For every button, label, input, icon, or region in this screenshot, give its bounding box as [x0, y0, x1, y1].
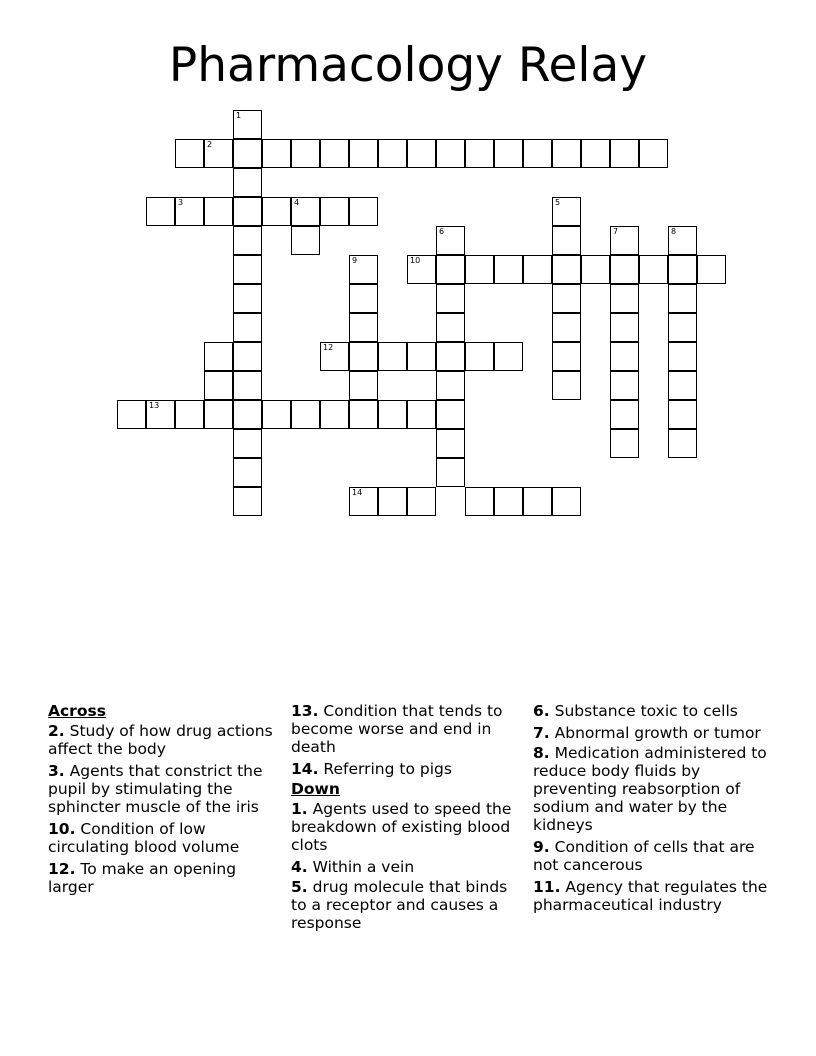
clue-number: 1. — [291, 800, 308, 818]
cell-number: 5 — [555, 198, 561, 207]
clue-text: Within a vein — [312, 858, 415, 876]
cell-number: 12 — [323, 343, 334, 352]
cell-number: 9 — [352, 256, 358, 265]
grid-cell[interactable] — [407, 400, 436, 429]
clue-text: Agents used to speed the breakdown of existing blood clots — [291, 800, 512, 854]
grid-cell[interactable] — [204, 197, 233, 226]
grid-cell[interactable] — [494, 342, 523, 371]
clue-number: 4. — [291, 858, 308, 876]
cell-number: 7 — [613, 227, 619, 236]
grid-cell[interactable] — [349, 342, 378, 371]
clue-text: Agency that regulates the pharmaceutical industry — [533, 878, 768, 914]
grid-cell[interactable] — [436, 342, 465, 371]
clue-number: 2. — [48, 722, 65, 740]
clue-number: 13. — [291, 702, 319, 720]
grid-cell[interactable] — [552, 371, 581, 400]
grid-cell[interactable] — [610, 226, 639, 255]
clue-column-1 — [48, 702, 283, 900]
cell-number: 4 — [294, 198, 300, 207]
clue-number: 9. — [533, 838, 550, 856]
cell-number: 8 — [671, 227, 677, 236]
grid-cell[interactable] — [233, 342, 262, 371]
grid-cell[interactable] — [204, 342, 233, 371]
cell-number: 1 — [236, 111, 242, 120]
clue-down-11 — [533, 878, 773, 914]
clue-text: Abnormal growth or tumor — [554, 724, 761, 742]
crossword-grid — [0, 0, 816, 500]
clue-text: Condition of cells that are not cancerous — [533, 838, 755, 874]
grid-cell[interactable] — [349, 284, 378, 313]
grid-cell[interactable] — [610, 342, 639, 371]
clue-across-3 — [48, 762, 283, 816]
grid-cell[interactable] — [668, 342, 697, 371]
grid-cell[interactable] — [581, 255, 610, 284]
grid-cell[interactable] — [639, 255, 668, 284]
clue-text: Substance toxic to cells — [554, 702, 738, 720]
grid-cell[interactable] — [523, 139, 552, 168]
grid-cell[interactable] — [233, 313, 262, 342]
grid-cell[interactable] — [668, 400, 697, 429]
clue-text: To make an opening larger — [48, 860, 237, 896]
grid-cell[interactable] — [349, 255, 378, 284]
grid-cell[interactable] — [262, 400, 291, 429]
grid-cell[interactable] — [349, 313, 378, 342]
clue-across-10 — [48, 820, 283, 856]
grid-cell[interactable] — [233, 197, 262, 226]
clue-text: Agents that constrict the pupil by stimulating the sphincter muscle of the iris — [48, 762, 263, 816]
grid-cell[interactable] — [552, 197, 581, 226]
grid-cell[interactable] — [233, 110, 262, 139]
grid-cell[interactable] — [465, 487, 494, 516]
grid-cell[interactable] — [262, 197, 291, 226]
grid-cell[interactable] — [436, 400, 465, 429]
clue-down-5 — [291, 878, 523, 932]
grid-cell[interactable] — [378, 342, 407, 371]
grid-cell[interactable] — [610, 400, 639, 429]
grid-cell[interactable] — [349, 371, 378, 400]
grid-cell[interactable] — [349, 139, 378, 168]
clue-text: Medication administered to reduce body fluids by preventing reabsorption of sodium and water by the kidneys — [533, 744, 767, 834]
grid-cell[interactable] — [610, 313, 639, 342]
grid-cell[interactable] — [668, 313, 697, 342]
grid-cell[interactable] — [291, 139, 320, 168]
grid-cell[interactable] — [407, 255, 436, 284]
grid-cell[interactable] — [233, 458, 262, 487]
grid-cell[interactable] — [436, 284, 465, 313]
clue-column-3 — [533, 702, 773, 918]
grid-cell[interactable] — [668, 226, 697, 255]
grid-cell[interactable] — [552, 139, 581, 168]
grid-cell[interactable] — [233, 168, 262, 197]
grid-cell[interactable] — [291, 197, 320, 226]
grid-cell[interactable] — [465, 255, 494, 284]
grid-cell[interactable] — [233, 226, 262, 255]
clue-down-8 — [533, 744, 773, 834]
cell-number: 6 — [439, 227, 445, 236]
grid-cell[interactable] — [523, 255, 552, 284]
grid-cell[interactable] — [146, 197, 175, 226]
cell-number: 13 — [149, 401, 160, 410]
grid-cell[interactable] — [639, 139, 668, 168]
across-heading: Across — [48, 702, 106, 720]
grid-cell[interactable] — [668, 371, 697, 400]
clue-number: 14. — [291, 760, 319, 778]
grid-cell[interactable] — [494, 487, 523, 516]
clue-number: 8. — [533, 744, 550, 762]
grid-cell[interactable] — [436, 458, 465, 487]
clue-down-6 — [533, 702, 773, 720]
clue-text: drug molecule that binds to a receptor and causes a response — [291, 878, 508, 932]
clue-across-14 — [291, 760, 523, 778]
grid-cell[interactable] — [291, 400, 320, 429]
grid-cell[interactable] — [175, 400, 204, 429]
clue-across-2 — [48, 722, 283, 758]
grid-cell[interactable] — [610, 429, 639, 458]
grid-cell[interactable] — [436, 226, 465, 255]
grid-cell[interactable] — [581, 139, 610, 168]
clue-number: 11. — [533, 878, 561, 896]
cell-number: 2 — [207, 140, 213, 149]
grid-cell[interactable] — [407, 487, 436, 516]
grid-cell[interactable] — [349, 197, 378, 226]
grid-cell[interactable] — [436, 313, 465, 342]
grid-cell[interactable] — [233, 255, 262, 284]
grid-cell[interactable] — [436, 371, 465, 400]
clue-text: Condition that tends to become worse and end in death — [291, 702, 503, 756]
grid-cell[interactable] — [436, 429, 465, 458]
grid-cell[interactable] — [610, 284, 639, 313]
grid-cell[interactable] — [494, 139, 523, 168]
clue-down-9 — [533, 838, 773, 874]
grid-cell[interactable] — [668, 284, 697, 313]
clue-down-4 — [291, 858, 523, 876]
grid-cell[interactable] — [204, 371, 233, 400]
grid-cell[interactable] — [204, 400, 233, 429]
clue-down-7 — [533, 724, 773, 742]
grid-cell[interactable] — [233, 371, 262, 400]
clue-text: Study of how drug actions affect the body — [48, 722, 273, 758]
clue-number: 12. — [48, 860, 76, 878]
grid-cell[interactable] — [552, 313, 581, 342]
grid-cell[interactable] — [233, 139, 262, 168]
grid-cell[interactable] — [668, 429, 697, 458]
grid-cell[interactable] — [436, 255, 465, 284]
grid-cell[interactable] — [175, 197, 204, 226]
grid-cell[interactable] — [552, 226, 581, 255]
clue-number: 3. — [48, 762, 65, 780]
clue-across-13 — [291, 702, 523, 756]
clue-down-1 — [291, 800, 523, 854]
grid-cell[interactable] — [320, 342, 349, 371]
grid-cell[interactable] — [465, 139, 494, 168]
grid-cell[interactable] — [378, 400, 407, 429]
grid-cell[interactable] — [552, 487, 581, 516]
grid-cell[interactable] — [465, 342, 494, 371]
clue-number: 6. — [533, 702, 550, 720]
grid-cell[interactable] — [494, 255, 523, 284]
grid-cell[interactable] — [233, 429, 262, 458]
grid-cell[interactable] — [175, 139, 204, 168]
grid-cell[interactable] — [320, 197, 349, 226]
page-title: Pharmacology Relay — [168, 38, 648, 93]
grid-cell[interactable] — [552, 342, 581, 371]
clue-number: 7. — [533, 724, 550, 742]
grid-cell[interactable] — [262, 139, 291, 168]
grid-cell[interactable] — [407, 139, 436, 168]
clue-across-12 — [48, 860, 283, 896]
grid-cell[interactable] — [378, 139, 407, 168]
clue-number: 10. — [48, 820, 76, 838]
grid-cell[interactable] — [117, 400, 146, 429]
grid-cell[interactable] — [407, 342, 436, 371]
grid-cell[interactable] — [349, 400, 378, 429]
grid-cell[interactable] — [523, 487, 552, 516]
grid-cell[interactable] — [291, 226, 320, 255]
grid-cell[interactable] — [552, 255, 581, 284]
grid-cell[interactable] — [204, 139, 233, 168]
clue-text: Condition of low circulating blood volume — [48, 820, 240, 856]
clue-column-2 — [291, 702, 523, 936]
grid-cell[interactable] — [668, 255, 697, 284]
clue-text: Referring to pigs — [323, 760, 452, 778]
grid-cell[interactable] — [610, 255, 639, 284]
grid-cell[interactable] — [146, 400, 175, 429]
grid-cell[interactable] — [233, 400, 262, 429]
grid-cell[interactable] — [610, 371, 639, 400]
grid-cell[interactable] — [552, 284, 581, 313]
grid-cell[interactable] — [436, 139, 465, 168]
grid-cell[interactable] — [233, 284, 262, 313]
cell-number: 10 — [410, 256, 421, 265]
grid-cell[interactable] — [320, 139, 349, 168]
grid-cell[interactable] — [233, 487, 262, 516]
grid-cell[interactable] — [697, 255, 726, 284]
grid-cell[interactable] — [320, 400, 349, 429]
grid-cell[interactable] — [610, 139, 639, 168]
cell-number: 14 — [352, 488, 363, 497]
cell-number: 3 — [178, 198, 184, 207]
grid-cell[interactable] — [378, 487, 407, 516]
down-heading: Down — [291, 780, 340, 798]
clue-number: 5. — [291, 878, 308, 896]
grid-cell[interactable] — [349, 487, 378, 516]
